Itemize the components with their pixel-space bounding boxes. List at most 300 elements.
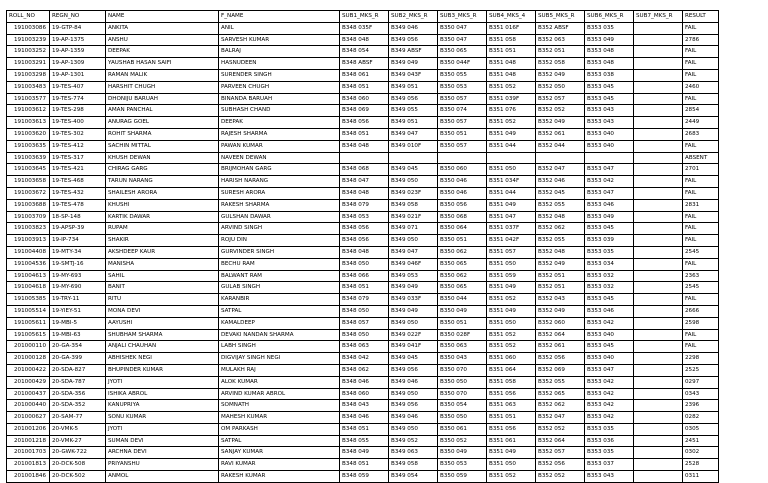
regn-no-cell: 19-TES-412 [50, 140, 106, 152]
roll-no-cell: 201001846 [7, 471, 50, 483]
sub3-cell: B350 057 [438, 117, 487, 129]
sub1-cell: B348 059 [340, 471, 389, 483]
sub3-cell: B350 065 [438, 258, 487, 270]
regn-no-cell: 19-TES-317 [50, 152, 106, 164]
result-cell: FAIL [683, 58, 719, 70]
name-cell: TARUN NARANG [106, 176, 219, 188]
name-cell: YAUSHAB HASAN SAIFI [106, 58, 219, 70]
table-row [7, 329, 719, 341]
sub3-cell: B350 050 [438, 376, 487, 388]
table-row [7, 176, 719, 188]
result-cell: FAIL [683, 329, 719, 341]
sub3-cell: B350 054 [438, 400, 487, 412]
sub2-cell: B349 023F [389, 187, 438, 199]
roll-no-cell: 201000110 [7, 341, 50, 353]
result-cell: 2701 [683, 164, 719, 176]
name-cell: SAHIL [106, 270, 219, 282]
sub4-cell: B351 048 [487, 58, 536, 70]
name-cell: ANMOL [106, 471, 219, 483]
sub5-cell: B352 051 [536, 282, 585, 294]
sub4-cell: B351 050 [487, 258, 536, 270]
regn-no-cell: 20-VMK-27 [50, 435, 106, 447]
name-cell: ANKITA [106, 22, 219, 34]
sub5-cell: B352 060 [536, 317, 585, 329]
name-cell: SONU KUMAR [106, 412, 219, 424]
regn-no-cell: 20-GA-354 [50, 341, 106, 353]
sub1-cell: B348 079 [340, 199, 389, 211]
regn-no-cell: 19-YIEY-51 [50, 305, 106, 317]
sub5-cell: B352 046 [536, 176, 585, 188]
regn-no-cell: 19-IP-734 [50, 235, 106, 247]
sub7-cell [634, 246, 683, 258]
table-row [7, 282, 719, 294]
sub3-cell: B350 050 [438, 412, 487, 424]
sub2-cell: B349 033F [389, 294, 438, 306]
sub3-cell: B350 061 [438, 423, 487, 435]
sub5-cell: B352 057 [536, 447, 585, 459]
regn-no-cell: 19-TES-302 [50, 128, 106, 140]
sub6-cell: B353 035 [585, 447, 634, 459]
sub2-cell: B349 053 [389, 270, 438, 282]
sub2-cell: B349 054 [389, 471, 438, 483]
table-row [7, 211, 719, 223]
table-row [7, 223, 719, 235]
roll-no-cell: 191003298 [7, 69, 50, 81]
regn-no-cell: 20-VMK-5 [50, 423, 106, 435]
sub3-cell: B350 044F [438, 58, 487, 70]
father-name-cell: KAMALDEEP [219, 317, 340, 329]
regn-no-cell: 19-TES-421 [50, 164, 106, 176]
sub6-cell: B353 040 [585, 353, 634, 365]
father-name-cell: HARISH NARANG [219, 176, 340, 188]
sub4-cell: B351 052 [487, 329, 536, 341]
sub5-cell: B352 049 [536, 117, 585, 129]
sub5-cell: B352 051 [536, 270, 585, 282]
sub3-cell: B350 049 [438, 447, 487, 459]
name-cell: MANISHA [106, 258, 219, 270]
table-row [7, 187, 719, 199]
sub7-cell [634, 58, 683, 70]
father-name-cell: BRIJMOHAN GARG [219, 164, 340, 176]
sub5-cell: B352 055 [536, 199, 585, 211]
sub2-cell: B349 056 [389, 34, 438, 46]
sub5-cell: B352 050 [536, 81, 585, 93]
sub5-cell: B352 043 [536, 294, 585, 306]
table-row [7, 81, 719, 93]
result-cell: FAIL [683, 187, 719, 199]
roll-no-cell: 191005611 [7, 317, 50, 329]
father-name-cell: DIGVIJAY SINGH NEGI [219, 353, 340, 365]
table-row [7, 317, 719, 329]
sub7-cell [634, 22, 683, 34]
sub2-cell: B349 050 [389, 235, 438, 247]
roll-no-cell: 191003239 [7, 34, 50, 46]
result-cell: FAIL [683, 93, 719, 105]
sub5-cell: B352 047 [536, 412, 585, 424]
table-row [7, 46, 719, 58]
sub5-cell: B352 052 [536, 471, 585, 483]
result-cell: 2449 [683, 117, 719, 129]
sub3-cell: B350 051 [438, 128, 487, 140]
sub7-cell [634, 223, 683, 235]
sub6-cell: B353 049 [585, 211, 634, 223]
father-name-cell: SATPAL [219, 435, 340, 447]
sub4-cell: B351 056 [487, 388, 536, 400]
name-cell: MONA DEVI [106, 305, 219, 317]
name-cell: ARCHNA DEVI [106, 447, 219, 459]
sub4-cell: B351 057 [487, 246, 536, 258]
sub7-cell [634, 199, 683, 211]
sub3-cell: B350 051 [438, 235, 487, 247]
regn-no-cell: 19-GTP-84 [50, 22, 106, 34]
sub7-cell [634, 305, 683, 317]
father-name-cell: MAHESH KUMAR [219, 412, 340, 424]
table-row [7, 435, 719, 447]
sub4-cell: B351 049 [487, 305, 536, 317]
father-name-cell: ROJU DIN [219, 235, 340, 247]
regn-no-cell: 18-SP-148 [50, 211, 106, 223]
father-name-cell: BALRAJ [219, 46, 340, 58]
sub6-cell: B353 039 [585, 235, 634, 247]
sub1-cell: B348 051 [340, 282, 389, 294]
sub5-cell: B352 056 [536, 459, 585, 471]
sub6-cell: B353 047 [585, 187, 634, 199]
sub1-cell: B348 068 [340, 164, 389, 176]
roll-no-cell: 191004408 [7, 246, 50, 258]
results-table [6, 10, 719, 483]
sub3-cell: B350 053 [438, 459, 487, 471]
sub5-cell: B352 048 [536, 246, 585, 258]
result-cell: 2460 [683, 81, 719, 93]
sub5-cell: B352 064 [536, 329, 585, 341]
roll-no-cell: 191003658 [7, 176, 50, 188]
sub7-cell [634, 364, 683, 376]
sub7-cell [634, 459, 683, 471]
sub3-cell: B350 060 [438, 164, 487, 176]
regn-no-cell: 20-DCK-508 [50, 459, 106, 471]
name-cell: SUMAN DEVI [106, 435, 219, 447]
sub3-cell [438, 152, 487, 164]
roll-no-cell: 201001218 [7, 435, 50, 447]
sub4-cell: B351 044 [487, 187, 536, 199]
sub5-cell: B352 065 [536, 388, 585, 400]
name-cell: RAMAN MALIK [106, 69, 219, 81]
name-cell: ROHIT SHARMA [106, 128, 219, 140]
regn-no-cell: 20-SDA-352 [50, 400, 106, 412]
sub7-cell [634, 235, 683, 247]
sub6-cell: B353 040 [585, 128, 634, 140]
sub2-cell: B349 058 [389, 459, 438, 471]
result-cell: 2396 [683, 400, 719, 412]
sub1-cell: B348 063 [340, 341, 389, 353]
sub3-cell: B350 055 [438, 69, 487, 81]
name-cell: DEEPAK [106, 46, 219, 58]
roll-no-cell: 191003613 [7, 117, 50, 129]
result-cell: FAIL [683, 235, 719, 247]
sub3-cell: B350 065 [438, 46, 487, 58]
roll-no-cell: 191003672 [7, 187, 50, 199]
result-cell: FAIL [683, 46, 719, 58]
table-row [7, 294, 719, 306]
sub7-cell [634, 471, 683, 483]
name-cell: BHUPINDER KUMAR [106, 364, 219, 376]
column-header-sub5: SUB5_MKS_R [536, 11, 585, 23]
regn-no-cell: 19-AP-1309 [50, 58, 106, 70]
name-cell: SHAILESH ARORA [106, 187, 219, 199]
column-header-name: NAME [106, 11, 219, 23]
sub1-cell: B348 062 [340, 364, 389, 376]
sub2-cell: B349 021F [389, 211, 438, 223]
sub7-cell [634, 187, 683, 199]
result-cell: 2545 [683, 246, 719, 258]
father-name-cell: PARVEEN CHUGH [219, 81, 340, 93]
result-cell: 0305 [683, 423, 719, 435]
sub5-cell: B352 058 [536, 58, 585, 70]
sub6-cell: B353 042 [585, 376, 634, 388]
table-row [7, 423, 719, 435]
sub6-cell: B353 048 [585, 46, 634, 58]
sub2-cell: B349 049 [389, 305, 438, 317]
result-cell: 2666 [683, 305, 719, 317]
sub7-cell [634, 294, 683, 306]
sub6-cell: B353 046 [585, 305, 634, 317]
roll-no-cell: 191003709 [7, 211, 50, 223]
table-row [7, 258, 719, 270]
sub1-cell: B348 051 [340, 128, 389, 140]
sub2-cell: B349 045 [389, 164, 438, 176]
sub3-cell: B350 044 [438, 294, 487, 306]
sub1-cell [340, 152, 389, 164]
sub6-cell: B353 046 [585, 199, 634, 211]
regn-no-cell: 20-SDA-827 [50, 364, 106, 376]
sub7-cell [634, 211, 683, 223]
name-cell: SACHIN MITTAL [106, 140, 219, 152]
sub1-cell: B348 046 [340, 376, 389, 388]
table-row [7, 105, 719, 117]
sub3-cell: B350 063 [438, 341, 487, 353]
roll-no-cell: 191003823 [7, 223, 50, 235]
table-row [7, 305, 719, 317]
sub4-cell: B351 049 [487, 128, 536, 140]
sub3-cell: B350 046 [438, 176, 487, 188]
father-name-cell: SURENDER SINGH [219, 69, 340, 81]
sub5-cell: B352 049 [536, 258, 585, 270]
result-cell: FAIL [683, 211, 719, 223]
result-cell: 2451 [683, 435, 719, 447]
sub4-cell: B351 061 [487, 435, 536, 447]
name-cell: AAYUSHI [106, 317, 219, 329]
column-header-sub7: SUB7_MKS_R [634, 11, 683, 23]
sub3-cell: B350 046 [438, 187, 487, 199]
regn-no-cell: 19-TES-774 [50, 93, 106, 105]
result-cell: 2598 [683, 317, 719, 329]
table-row [7, 471, 719, 483]
sub1-cell: B348 060 [340, 93, 389, 105]
sub1-cell: B348 046 [340, 412, 389, 424]
sub4-cell: B351 056 [487, 423, 536, 435]
sub1-cell: B348 051 [340, 81, 389, 93]
father-name-cell: RAJESH SHARMA [219, 128, 340, 140]
roll-no-cell: 201001703 [7, 447, 50, 459]
table-row [7, 58, 719, 70]
column-header-sub2: SUB2_MKS_R [389, 11, 438, 23]
table-body [7, 22, 719, 482]
sub1-cell: B348 066 [340, 270, 389, 282]
sub1-cell: B348 054 [340, 46, 389, 58]
sub4-cell: B351 047 [487, 211, 536, 223]
sub4-cell: B351 052 [487, 341, 536, 353]
sub3-cell: B350 047 [438, 22, 487, 34]
father-name-cell: SARVESH KUMAR [219, 34, 340, 46]
sub6-cell: B353 034 [585, 258, 634, 270]
sub3-cell: B350 028F [438, 329, 487, 341]
table-row [7, 22, 719, 34]
column-header-f-name: F_NAME [219, 11, 340, 23]
father-name-cell: BECHU RAM [219, 258, 340, 270]
sub1-cell: B348 050 [340, 258, 389, 270]
sub1-cell: B348 050 [340, 329, 389, 341]
sub2-cell: B349 045 [389, 353, 438, 365]
table-row [7, 140, 719, 152]
sub2-cell: B349 047 [389, 246, 438, 258]
sub5-cell: B352 047 [536, 164, 585, 176]
result-cell: FAIL [683, 258, 719, 270]
name-cell: ISHIKA ABROL [106, 388, 219, 400]
table-row [7, 152, 719, 164]
sub4-cell: B351 049 [487, 199, 536, 211]
sub4-cell: B351 060 [487, 353, 536, 365]
sub3-cell: B350 049 [438, 305, 487, 317]
sub5-cell: B352 048 [536, 211, 585, 223]
sub7-cell [634, 270, 683, 282]
regn-no-cell: 19-TRY-11 [50, 294, 106, 306]
sub5-cell: B352 055 [536, 376, 585, 388]
sub7-cell [634, 317, 683, 329]
result-cell: FAIL [683, 140, 719, 152]
table-row [7, 93, 719, 105]
sub2-cell: B349 050 [389, 423, 438, 435]
roll-no-cell: 201000429 [7, 376, 50, 388]
father-name-cell: NAVEEN DEWAN [219, 152, 340, 164]
sub7-cell [634, 117, 683, 129]
sub7-cell [634, 423, 683, 435]
result-cell: 2683 [683, 128, 719, 140]
table-row [7, 128, 719, 140]
sub4-cell: B351 050 [487, 317, 536, 329]
sub1-cell: B348 061 [340, 69, 389, 81]
sub4-cell: B351 042F [487, 235, 536, 247]
father-name-cell: GURVINDER SINGH [219, 246, 340, 258]
sub4-cell: B351 049 [487, 447, 536, 459]
sub7-cell [634, 69, 683, 81]
roll-no-cell: 201001206 [7, 423, 50, 435]
sub3-cell: B350 056 [438, 199, 487, 211]
name-cell: RITU [106, 294, 219, 306]
name-cell: KHUSH DEWAN [106, 152, 219, 164]
sub4-cell: B351 016F [487, 22, 536, 34]
sub3-cell: B350 059 [438, 471, 487, 483]
name-cell: AKSHDEEP KAUR [106, 246, 219, 258]
father-name-cell: MULAKH RAJ [219, 364, 340, 376]
sub4-cell: B351 052 [487, 117, 536, 129]
sub4-cell: B351 058 [487, 34, 536, 46]
regn-no-cell: 19-MBI-63 [50, 329, 106, 341]
result-cell: 2831 [683, 199, 719, 211]
sub5-cell: B352 045 [536, 187, 585, 199]
sub2-cell: B349 056 [389, 364, 438, 376]
sub4-cell: B351 044 [487, 140, 536, 152]
sub3-cell: B350 065 [438, 282, 487, 294]
name-cell: CHIRAG GARG [106, 164, 219, 176]
sub2-cell: B349 056 [389, 400, 438, 412]
result-cell: 2528 [683, 459, 719, 471]
regn-no-cell: 19-SMTJ-16 [50, 258, 106, 270]
roll-no-cell: 201000440 [7, 400, 50, 412]
roll-no-cell: 191005615 [7, 329, 50, 341]
sub7-cell [634, 34, 683, 46]
result-cell: 0311 [683, 471, 719, 483]
sub3-cell: B350 053 [438, 81, 487, 93]
sub4-cell: B351 063 [487, 400, 536, 412]
result-cell: FAIL [683, 176, 719, 188]
sub3-cell: B350 043 [438, 353, 487, 365]
regn-no-cell: 19-AP-1359 [50, 46, 106, 58]
roll-no-cell: 191005385 [7, 294, 50, 306]
sub7-cell [634, 412, 683, 424]
table-row [7, 447, 719, 459]
sub7-cell [634, 140, 683, 152]
sub5-cell: B352 061 [536, 128, 585, 140]
sub7-cell [634, 81, 683, 93]
regn-no-cell: 20-GWK-722 [50, 447, 106, 459]
father-name-cell: RAKESH KUMAR [219, 471, 340, 483]
sub2-cell: B349 022F [389, 329, 438, 341]
table-row [7, 412, 719, 424]
roll-no-cell: 191003913 [7, 235, 50, 247]
sub1-cell: B348 051 [340, 459, 389, 471]
sub2-cell: B349 ABSF [389, 46, 438, 58]
regn-no-cell: 20-SAM-77 [50, 412, 106, 424]
sub2-cell: B349 056 [389, 93, 438, 105]
sub7-cell [634, 435, 683, 447]
sub2-cell: B349 063 [389, 447, 438, 459]
sub3-cell: B350 074 [438, 105, 487, 117]
sub4-cell: B351 050 [487, 164, 536, 176]
father-name-cell: RAVI KUMAR [219, 459, 340, 471]
roll-no-cell: 191003639 [7, 152, 50, 164]
roll-no-cell: 191003483 [7, 81, 50, 93]
table-row [7, 459, 719, 471]
table-row [7, 164, 719, 176]
table-row [7, 246, 719, 258]
sub6-cell: B353 045 [585, 93, 634, 105]
roll-no-cell: 191003620 [7, 128, 50, 140]
sub1-cell: B348 079 [340, 294, 389, 306]
father-name-cell: ALOK KUMAR [219, 376, 340, 388]
sub1-cell: B348 ABSF [340, 58, 389, 70]
sub3-cell: B350 052 [438, 435, 487, 447]
sub5-cell: B352 049 [536, 305, 585, 317]
sub6-cell: B353 038 [585, 69, 634, 81]
sub4-cell: B351 052 [487, 81, 536, 93]
sub6-cell: B353 042 [585, 176, 634, 188]
sub6-cell: B353 043 [585, 105, 634, 117]
table-row [7, 364, 719, 376]
sub4-cell: B351 051 [487, 46, 536, 58]
name-cell: KHUSHI [106, 199, 219, 211]
result-cell: 0282 [683, 412, 719, 424]
sub5-cell: B352 062 [536, 400, 585, 412]
